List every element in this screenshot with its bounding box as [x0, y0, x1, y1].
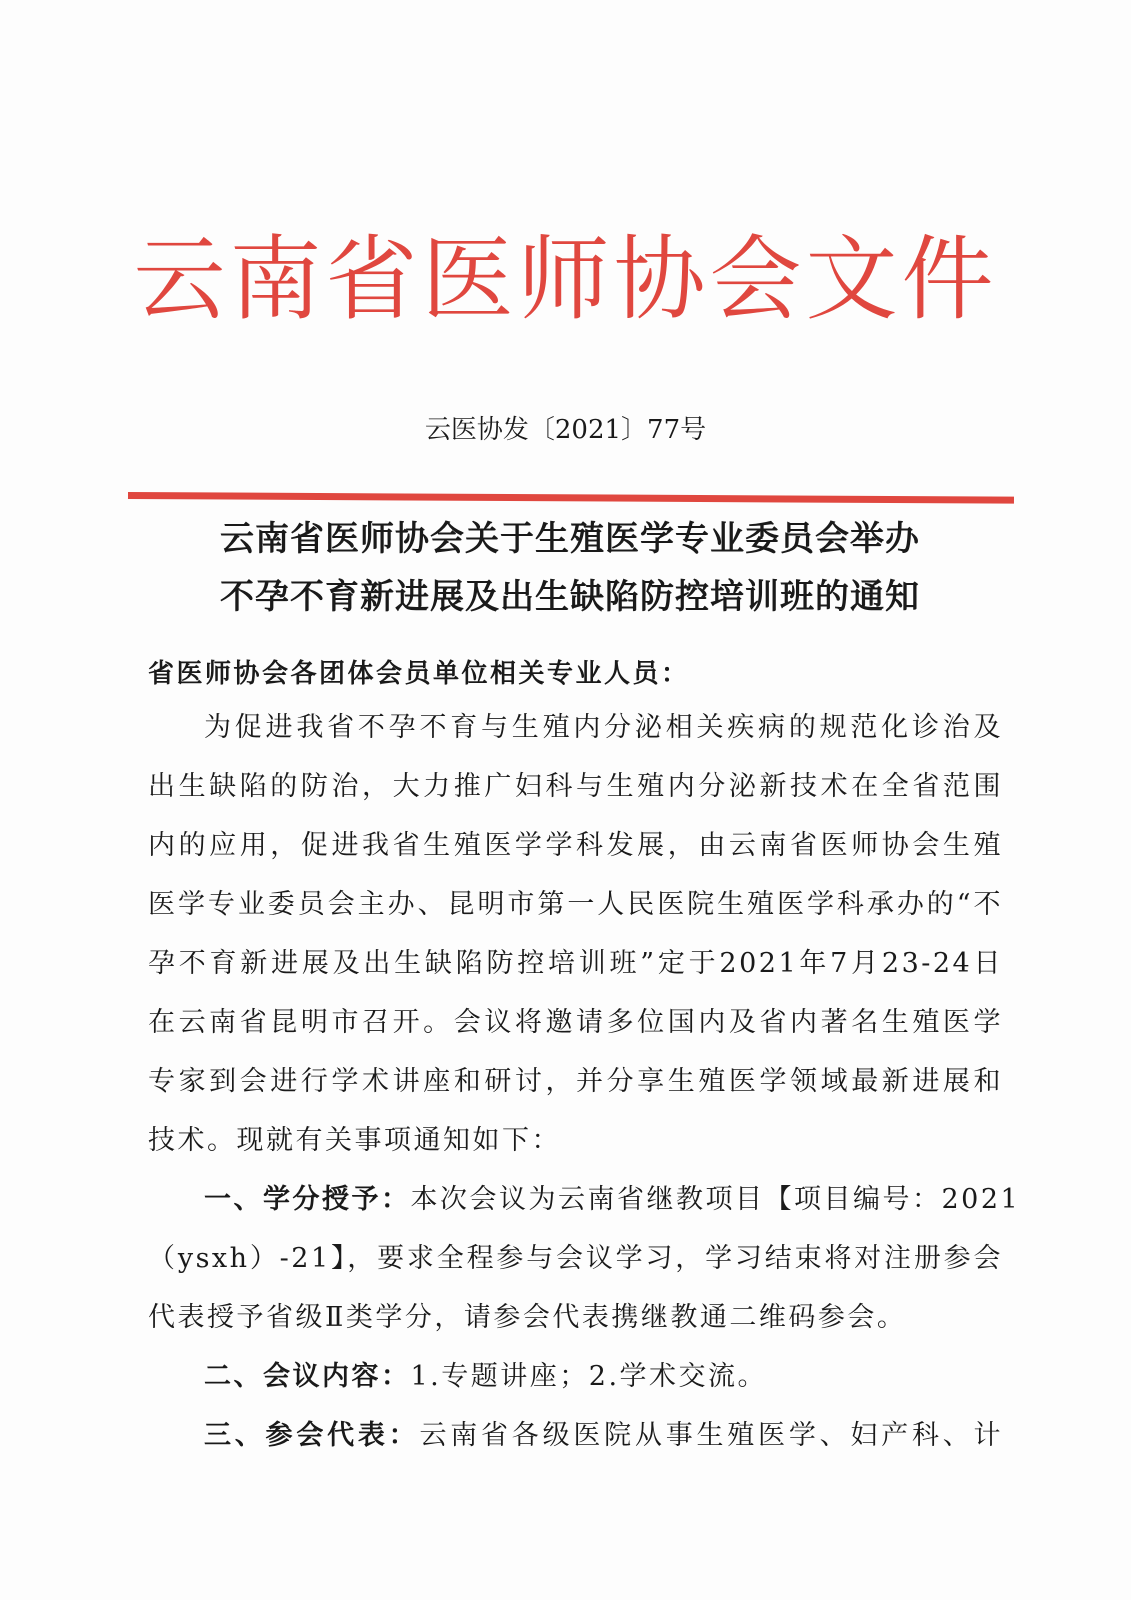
notice-title	[130, 510, 1010, 626]
red-divider-line	[128, 492, 1014, 504]
section-2-line	[148, 1347, 1003, 1406]
section-3-line	[148, 1406, 1003, 1465]
intro-line: 内的应用，促进我省生殖医学学科发展，由云南省医师协会生殖	[148, 830, 1003, 861]
intro-line: 在云南省昆明市召开。会议将邀请多位国内及省内著名生殖医学	[148, 1007, 1003, 1038]
intro-line: 专家到会进行学术讲座和研讨，并分享生殖医学领域最新进展和	[148, 1066, 1003, 1097]
salutation: 省医师协会各团体会员单位相关专业人员：	[148, 659, 690, 689]
notice-title-line-2: 不孕不育新进展及出生缺陷防控培训班的通知	[220, 577, 920, 617]
section-3-heading: 三、参会代表：	[204, 1420, 420, 1451]
document-number: 云医协发〔2021〕77号	[424, 415, 707, 445]
intro-line: 为促进我省不孕不育与生殖内分泌相关疾病的规范化诊治及	[204, 712, 1003, 743]
section-1-line-3: 代表授予省级Ⅱ类学分，请参会代表携继教通二维码参会。	[148, 1302, 907, 1333]
section-3-text: 云南省各级医院从事生殖医学、妇产科、计	[419, 1420, 1004, 1451]
notice-title-line-1: 云南省医师协会关于生殖医学专业委员会举办	[220, 519, 920, 559]
section-1-line-2: （ysxh）-21】，要求全程参与会议学习，学习结束将对注册参会	[148, 1243, 1003, 1274]
section-1-heading: 一、学分授予：	[204, 1184, 411, 1215]
section-2-heading: 二、会议内容：	[204, 1361, 411, 1392]
intro-line: 出生缺陷的防治，大力推广妇科与生殖内分泌新技术在全省范围	[148, 771, 1003, 802]
section-2-text: 1.专题讲座；2.学术交流。	[410, 1361, 768, 1392]
intro-line: 孕不育新进展及出生缺陷防控培训班”定于2021年7月23-24日	[148, 948, 1003, 979]
intro-line: 医学专业委员会主办、昆明市第一人民医院生殖医学科承办的“不	[148, 889, 1003, 920]
section-1-text: 本次会议为云南省继教项目【项目编号：2021	[410, 1184, 1021, 1215]
notice-body	[148, 650, 1021, 1465]
masthead-title: 云南省医师协会文件	[133, 226, 998, 333]
section-1-line-1	[148, 1170, 1021, 1229]
intro-line: 技术。现就有关事项通知如下：	[148, 1125, 561, 1156]
